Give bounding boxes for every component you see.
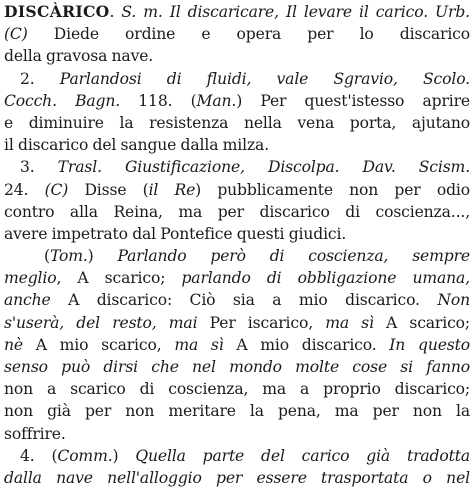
italic-text: Man. <box>196 91 237 110</box>
text-line <box>4 68 470 90</box>
italic-text: ma sì <box>325 313 374 332</box>
headword: DISCÀRICO <box>4 2 110 21</box>
text-segment: soffrire. <box>4 424 66 443</box>
italic-text: (C) <box>44 180 69 199</box>
text-line <box>4 267 470 289</box>
italic-text: Parlandosi di fluidi, vale Sgravio, Scolo. <box>59 69 470 88</box>
text-line <box>4 378 470 400</box>
text-line <box>4 400 470 422</box>
italic-text: ma sì <box>174 335 224 354</box>
text-segment: 2. <box>20 69 60 88</box>
text-segment: non già per non meritare la pena, ma per non la <box>4 402 470 421</box>
text-line <box>4 1 470 23</box>
text-segment: A discarico: Ciò sia a mio discarico. <box>50 291 438 310</box>
text-line <box>4 112 470 134</box>
text-segment: 24. <box>4 180 45 199</box>
italic-text: Quella parte del carico già tradotta <box>135 446 470 465</box>
text-line <box>4 179 470 201</box>
text-segment: avere impetrato dal Pontefice questi giudici. <box>4 224 347 243</box>
text-segment: . <box>109 3 122 21</box>
text-segment: A scarico; <box>373 313 470 332</box>
italic-text: (C) <box>4 25 28 44</box>
text-line <box>4 134 470 156</box>
italic-text: Non <box>437 291 470 310</box>
italic-text: parlando di obbligazione umana, <box>181 269 470 288</box>
text-segment: e diminuire la resistenza nella vena porta, ajutano <box>4 113 470 132</box>
text-segment: A mio discarico. <box>223 335 390 354</box>
italic-text: anche <box>4 291 51 310</box>
text-line <box>4 23 470 45</box>
text-segment: Per iscarico, <box>197 313 326 332</box>
text-line <box>4 467 470 489</box>
text-segment: ) <box>112 446 136 465</box>
text-line <box>4 312 470 334</box>
italic-text: Cocch. Bagn. <box>4 91 121 110</box>
dictionary-entry <box>4 1 470 487</box>
italic-text: nè <box>4 335 23 354</box>
italic-text: meglio <box>4 269 57 288</box>
italic-text: Tom. <box>49 247 88 266</box>
italic-text: senso può dirsi che nel mondo molte cose si fanno <box>4 358 470 376</box>
italic-text: Parlando però di coscienza, sempre <box>117 247 470 266</box>
text-segment: ) <box>87 247 118 266</box>
text-segment: 3. <box>20 158 58 177</box>
text-segment: ) Per quest'istesso aprire <box>236 91 470 110</box>
text-segment: 118. ( <box>120 91 197 110</box>
text-segment: non a scarico di coscienza, ma a proprio discarico; <box>4 380 470 399</box>
italic-text: s'userà, del resto, mai <box>4 313 198 332</box>
italic-text: dalla nave nell'alloggio per essere trasportata o nel <box>4 468 470 487</box>
text-line <box>4 445 470 467</box>
text-line <box>4 90 470 112</box>
text-line <box>4 245 470 267</box>
text-segment: della gravosa nave. <box>4 47 154 66</box>
text-line <box>4 156 470 178</box>
text-segment: ) pubblicamente non per odio <box>195 180 470 199</box>
italic-text: Comm. <box>57 446 113 465</box>
italic-text: il Re <box>148 180 196 199</box>
text-segment: ( <box>44 247 50 266</box>
text-segment: Diede ordine e opera per lo discarico <box>27 25 470 44</box>
text-line <box>4 45 470 67</box>
italic-text: S. m. Il discaricare, Il levare il carico. Urb. <box>121 3 470 21</box>
text-segment: A mio scarico, <box>22 335 175 354</box>
text-line <box>4 356 470 378</box>
italic-text: In questo <box>389 335 470 354</box>
text-segment: contro alla Reina, ma per discarico di coscienza..., <box>4 202 470 221</box>
text-line <box>4 201 470 223</box>
italic-text: Trasl. Giustificazione, Discolpa. Dav. Scism. <box>57 158 470 177</box>
text-line <box>4 289 470 311</box>
text-segment: Disse ( <box>68 180 149 199</box>
text-segment: 4. ( <box>20 446 58 465</box>
text-line <box>4 223 470 245</box>
text-line <box>4 423 470 445</box>
text-segment: il discarico del sangue dalla milza. <box>4 136 269 155</box>
text-segment: , A scarico; <box>56 269 182 288</box>
text-line <box>4 334 470 356</box>
